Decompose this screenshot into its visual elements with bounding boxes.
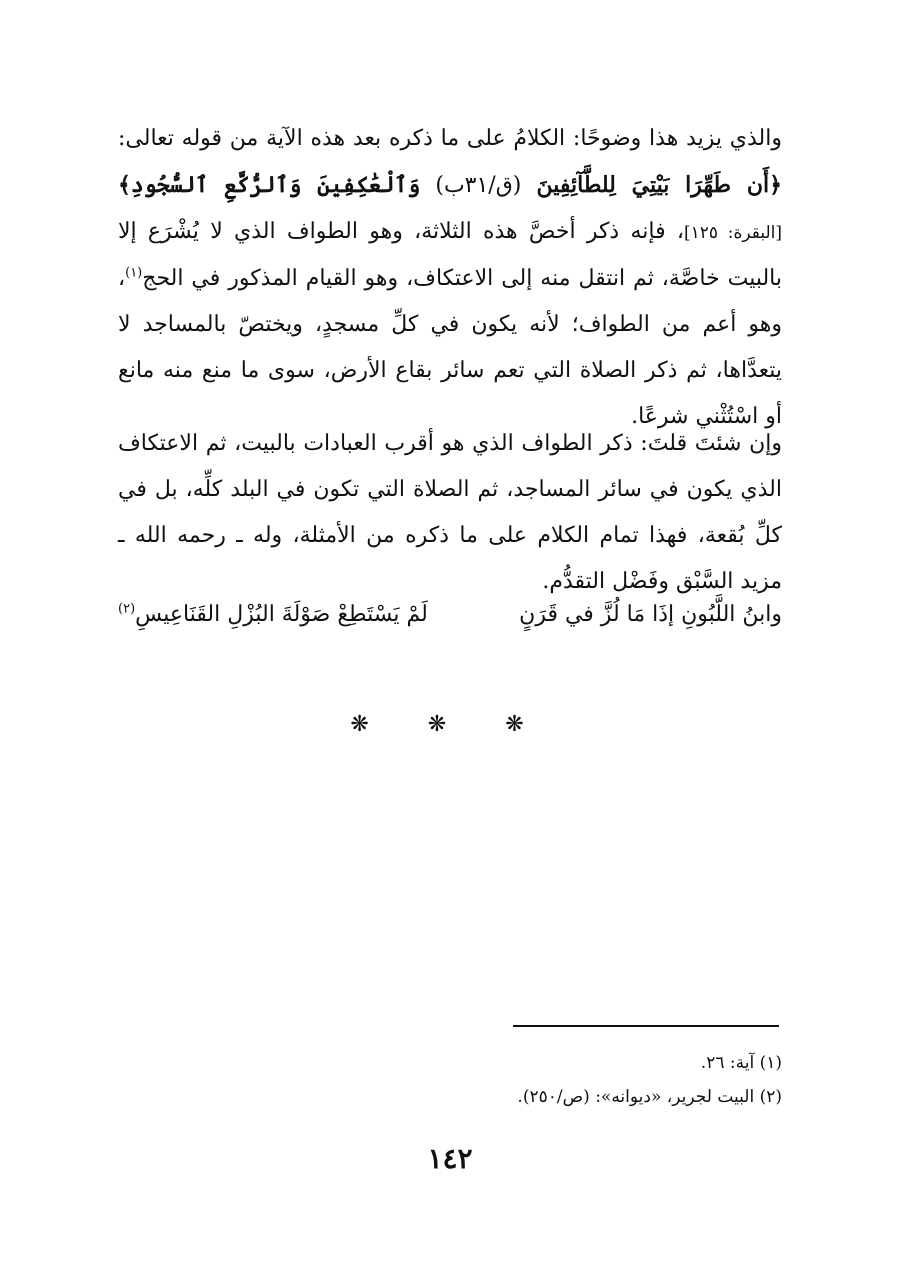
footnote-1 (118, 1046, 782, 1080)
paragraph-1-middle: ، فإنه ذكر أخصَّ هذه الثلاثة، وهو الطواف الذي لا يُشْرَع إلا بالبيت خاصَّة، ثم انتقل منه إلى الاعتكاف، وهو القيام المذكور في الحج (118, 219, 782, 291)
paragraph-1-opening: والذي يزيد هذا وضوحًا: الكلامُ على ما ذكره بعد هذه الآية من قوله تعالى: (118, 126, 782, 151)
paragraph-2-text: وإن شئتَ قلتَ: ذكر الطواف الذي هو أقرب العبادات بالبيت، ثم الاعتكاف الذي يكون في سائر المساجد، ثم الصلاة التي تكون في البلد كلِّه، بل في كلِّ بُقعة، فهذا تمام الكلام على ما ذكره من الأمثلة، وله ـ رحمه الله ـ مزيد السَّبْق وفَضْل التقدُّم. (118, 431, 782, 594)
page-number: ١٤٢ (427, 1142, 473, 1175)
footnote-1-text: آية: ٢٦. (700, 1053, 755, 1073)
footnote-2-number: (٢) (759, 1087, 782, 1107)
quran-quote-part-2: وَٱلْعَٰكِفِينَ وَٱلرُّكَّعِ ٱلسُّجُودِ﴾ (118, 172, 421, 198)
paragraph-2 (118, 421, 782, 605)
paragraph-1 (118, 116, 782, 440)
paragraph-1-end: ، وهو أعم من الطواف؛ لأنه يكون في كلِّ مسجدٍ، ويختصّ بالمساجد لا يتعدَّاها، ثم ذكر الصلاة التي تعم سائر بقاع الأرض، سوى ما منع منه مانع أو اسْتُثْني شرعًا. (118, 266, 782, 429)
quran-quote-part-1: ﴿أَن طَهِّرَا بَيْتِيَ لِلطَّآئِفِينَ (536, 172, 782, 198)
footnote-1-marker: (١) (125, 265, 143, 281)
footnote-2 (118, 1080, 782, 1114)
footnote-2-marker: (٢) (118, 601, 136, 617)
poem-hemistich-2: لَمْ يَسْتَطِعْ صَوْلَةَ البُزْلِ القَنَاعِيسِ (135, 602, 428, 627)
poem-hemistich-2-wrap (118, 592, 428, 638)
footnotes (118, 1046, 782, 1114)
poem-verse (118, 592, 782, 638)
footnote-2-text: البيت لجرير، «ديوانه»: (ص/٢٥٠). (517, 1087, 755, 1107)
poem-hemistich-1: وابنُ اللَّبُونِ إذَا مَا لُزَّ في قَرَنٍ (519, 602, 782, 627)
section-separator: ❋ ❋ ❋ (350, 712, 550, 737)
footnote-1-number: (١) (759, 1053, 782, 1073)
footnote-divider (513, 1025, 779, 1027)
folio-reference: (ق/٣١ب) (435, 173, 522, 198)
verse-reference: [البقرة: ١٢٥] (684, 223, 782, 243)
